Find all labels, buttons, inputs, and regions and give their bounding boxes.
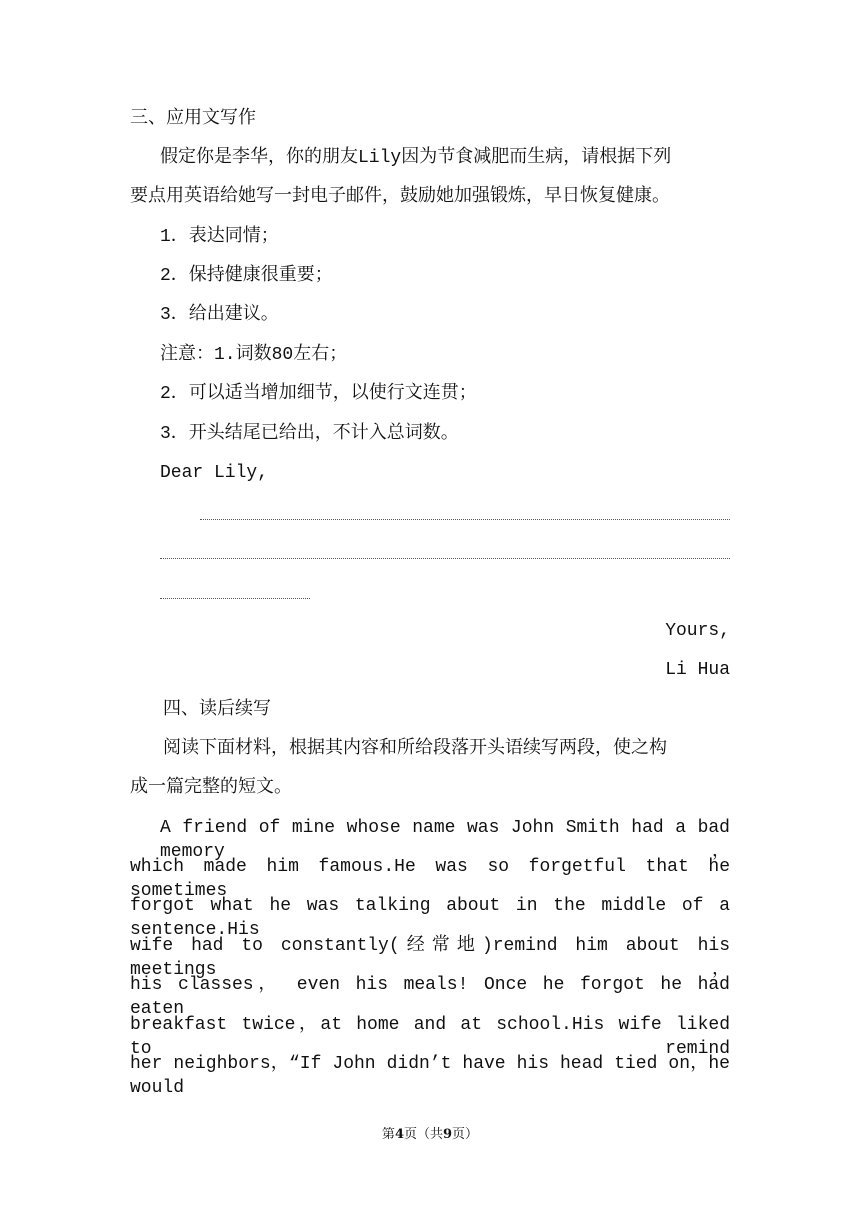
passage-line: A friend of mine whose name was John Smith had a bad memory， [160,818,730,862]
point-2: 2．保持健康很重要； [160,266,333,286]
passage-line: wife had to constantly(经常地)remind him about his meetings， [130,936,730,980]
instruction-line-1: 阅读下面材料，根据其内容和所给段落开头语续写两段，使之构 [163,739,667,759]
footer-middle: 页（共 [403,1127,443,1142]
passage-line: his classes， even his meals! Once he forgot he had eaten [130,975,730,1019]
page-footer [0,1126,860,1144]
passage-line: which made him famous.He was so forgetful that he sometimes [130,857,730,901]
passage-line: forgot what he was talking about in the middle of a sentence.His [130,896,730,940]
footer-prefix: 第 [381,1127,395,1142]
answer-line-2 [160,558,730,559]
point-3: 3．给出建议。 [160,305,279,325]
prompt-line-1: 假定你是李华，你的朋友Lily因为节食减肥而生病，请根据下列 [160,148,672,168]
section-4-heading: 四、读后续写 [163,698,271,719]
greeting: Dear Lily, [160,463,269,483]
footer-total-pages: 9 [443,1127,453,1142]
passage-line: breakfast twice，at home and at school.His wife liked to remind [130,1015,730,1059]
passage-line: her neighbors，“If John didn’t have his head tied on，he would [130,1054,730,1098]
footer-suffix: 页） [452,1127,479,1142]
closing: Yours, [665,621,730,641]
section-3-heading: 三、应用文写作 [130,107,256,128]
signature: Li Hua [665,660,730,680]
note-label: 注意：1.词数80左右； [160,345,348,365]
point-1: 1．表达同情； [160,227,279,247]
note-2: 2．可以适当增加细节，以使行文连贯； [160,384,477,404]
instruction-line-2: 成一篇完整的短文。 [130,778,292,798]
answer-line-3 [160,598,310,599]
footer-page-number: 4 [394,1127,404,1142]
answer-line-1 [200,519,730,520]
note-3: 3．开头结尾已给出，不计入总词数。 [160,424,459,444]
prompt-line-2: 要点用英语给她写一封电子邮件，鼓励她加强锻炼，早日恢复健康。 [130,187,670,207]
